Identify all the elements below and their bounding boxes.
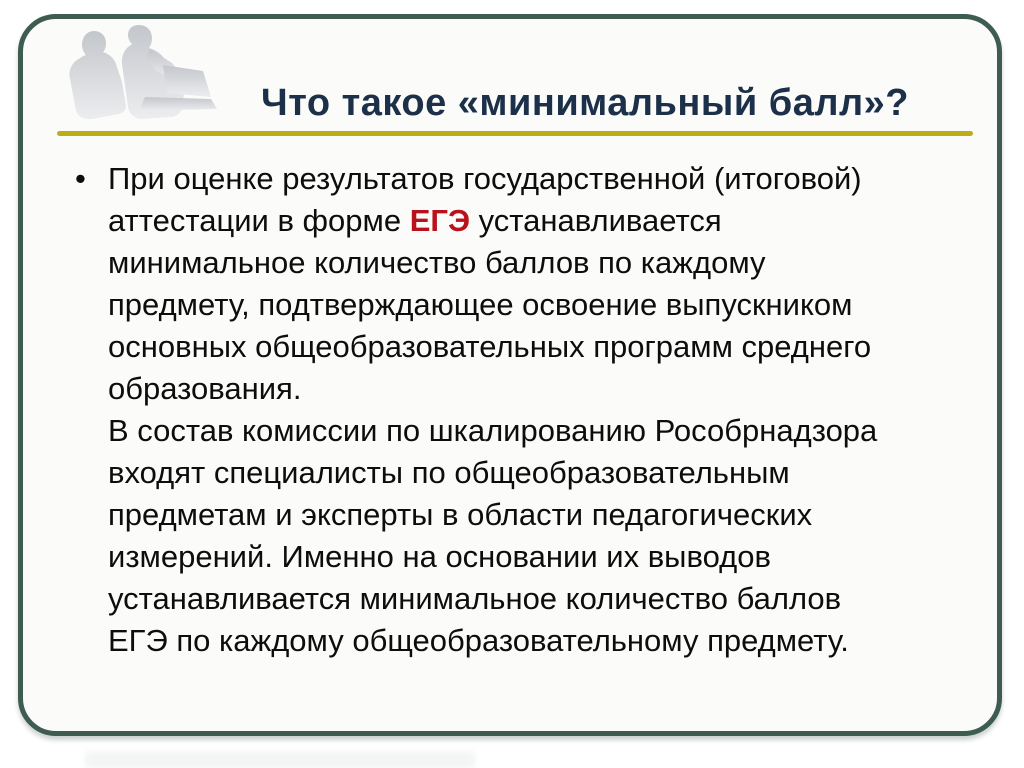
watermark-remnant [85,752,475,768]
text-line: При оценке результатов государственной (итоговой) [108,161,862,196]
text-line: предметам и эксперты в области педагогических [108,497,813,532]
text-line: минимальное количество баллов по каждому [108,245,766,280]
egye-highlight: ЕГЭ [409,203,470,238]
text-line: ЕГЭ по каждому общеобразовательному предмету. [108,623,849,658]
text-line: В состав комиссии по шкалированию Рособрнадзора [108,413,878,448]
slide-header [23,19,997,125]
text-line: входят специалисты по общеобразовательным [108,455,790,490]
body-text-block [23,158,997,662]
title-divider [57,131,973,136]
text-line: основных общеобразовательных программ среднего [108,329,872,364]
text-line: образования. [108,371,302,406]
text-line: предмету, подтверждающее освоение выпускником [108,287,853,322]
text-line: измерений. Именно на основании их выводов [108,539,771,574]
slide-frame [18,14,1002,736]
text-line: устанавливается минимальное количество баллов [108,581,842,616]
slide-title: Что такое «минимальный балл»? [261,82,909,124]
text-line: аттестации в форме ЕГЭ устанавливается [108,203,722,238]
people-at-laptop-icon [47,23,237,119]
bullet-marker: • [75,161,86,196]
